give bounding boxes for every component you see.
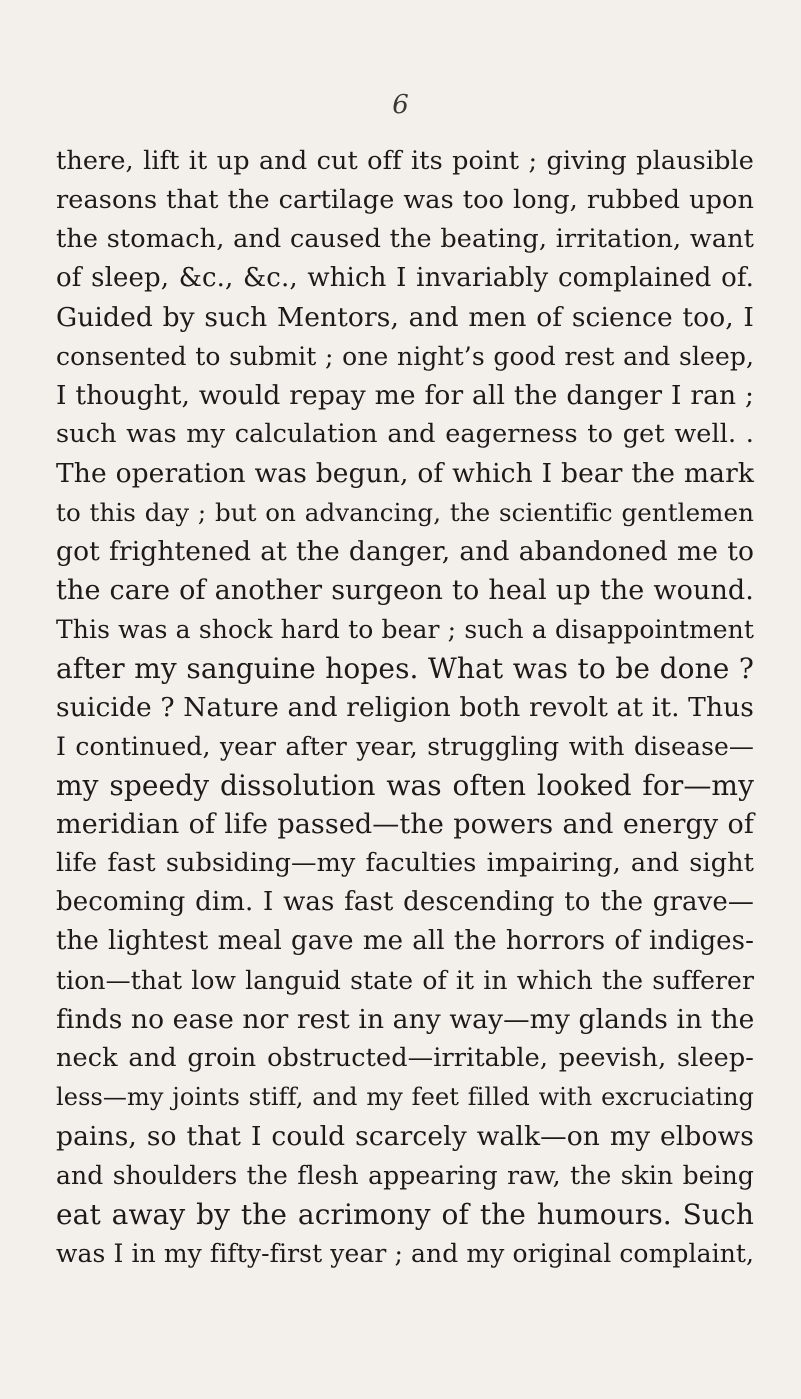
text-line: I thought, would repay me for all the danger I ran ; xyxy=(56,380,754,411)
text-line: consented to submit ; one night’s good rest and sleep, xyxy=(56,342,754,371)
text-line: after my sanguine hopes. What was to be done ? xyxy=(56,652,754,685)
text-line: meridian of life passed—the powers and energy of xyxy=(56,809,754,840)
text-line: the lightest meal gave me all the horrors of indiges- xyxy=(56,926,754,956)
text-line: was I in my fifty-first year ; and my original complaint, xyxy=(56,1239,755,1268)
text-line: my speedy dissolution was often looked for—my xyxy=(56,769,754,802)
text-line: Guided by such Mentors, and men of science too, I xyxy=(56,302,754,333)
text-line: eat away by the acrimony of the humours. Such xyxy=(56,1198,754,1231)
text-line: reasons that the cartilage was too long, rubbed upon xyxy=(56,185,754,215)
text-line: the care of another surgeon to heal up the wound. xyxy=(56,575,754,606)
text-line: the stomach, and caused the beating, irritation, want xyxy=(56,224,754,254)
text-line: tion—that low languid state of it in which the sufferer xyxy=(56,966,754,995)
text-line: got frightened at the danger, and abandoned me to xyxy=(56,536,754,567)
text-line: of sleep, &c., &c., which I invariably complained of. xyxy=(56,263,754,293)
text-line: there, lift it up and cut off its point ; giving plausible xyxy=(56,146,754,176)
text-line: such was my calculation and eagerness to get well. . xyxy=(56,419,754,449)
text-line: neck and groin obstructed—irritable, peevish, sleep- xyxy=(56,1043,754,1073)
page-number: 6 xyxy=(392,90,409,120)
text-line: This was a shock hard to bear ; such a disappointment xyxy=(56,615,754,644)
text-line: to this day ; but on advancing, the scientific gentlemen xyxy=(56,498,754,527)
text-line: finds no ease nor rest in any way—my glands in the xyxy=(56,1004,755,1035)
text-line: suicide ? Nature and religion both revolt at it. Thus xyxy=(56,692,754,723)
text-line: I continued, year after year, struggling with disease— xyxy=(56,732,754,761)
text-line: becoming dim. I was fast descending to the grave— xyxy=(56,887,754,917)
text-line: pains, so that I could scarcely walk—on my elbows xyxy=(56,1121,754,1152)
text-line: The operation was begun, of which I bear the mark xyxy=(56,458,754,489)
text-line: less—my joints stiff, and my feet filled with excruciating xyxy=(56,1083,754,1111)
text-line: and shoulders the flesh appearing raw, the skin being xyxy=(56,1161,754,1190)
text-line: life fast subsiding—my faculties impairing, and sight xyxy=(56,848,754,878)
body-text xyxy=(56,142,754,1273)
